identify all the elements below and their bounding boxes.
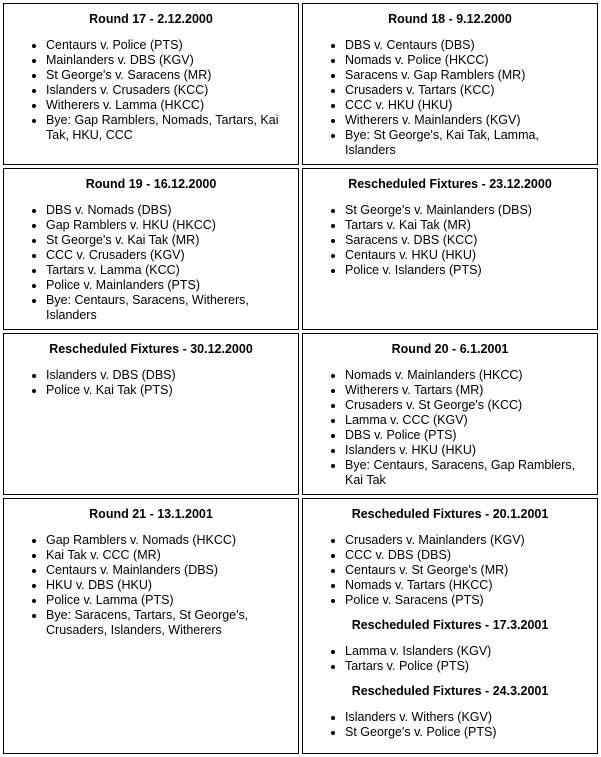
round-20-cell [302, 333, 598, 495]
fixture-item: • Islanders v. Crusaders (KCC) [46, 83, 294, 98]
fixture-item: • St George's v. Mainlanders (DBS) [345, 203, 593, 218]
fixture-item: • DBS v. Nomads (DBS) [46, 203, 294, 218]
fixture-item: • Police v. Saracens (PTS) [345, 593, 593, 608]
section-title: Round 21 - 13.1.2001 [89, 507, 213, 521]
section-title: Rescheduled Fixtures - 30.12.2000 [49, 342, 253, 356]
fixture-item: • Lamma v. CCC (KGV) [345, 413, 593, 428]
round-18-cell [302, 3, 598, 165]
section-title: Rescheduled Fixtures - 23.12.2000 [348, 177, 552, 191]
fixture-list [307, 710, 593, 740]
table-row [3, 498, 598, 754]
fixture-item: • DBS v. Police (PTS) [345, 428, 593, 443]
fixture-item: • Police v. Kai Tak (PTS) [46, 383, 294, 398]
fixture-item: • Mainlanders v. DBS (KGV) [46, 53, 294, 68]
fixture-item: • Gap Ramblers v. Nomads (HKCC) [46, 533, 294, 548]
fixture-list [307, 533, 593, 608]
fixture-item: • Centaurs v. Police (PTS) [46, 38, 294, 53]
fixture-item: • Police v. Islanders (PTS) [345, 263, 593, 278]
section-title: Round 20 - 6.1.2001 [391, 342, 509, 356]
fixture-item: • Islanders v. DBS (DBS) [46, 368, 294, 383]
fixture-item: • Witherers v. Lamma (HKCC) [46, 98, 294, 113]
fixture-item: • St George's v. Kai Tak (MR) [46, 233, 294, 248]
section-title: Round 17 - 2.12.2000 [89, 12, 213, 26]
fixture-item: • Saracens v. Gap Ramblers (MR) [345, 68, 593, 83]
rescheduled-multi-cell [302, 498, 598, 754]
section-title: Rescheduled Fixtures - 24.3.2001 [351, 684, 549, 698]
section-title: Rescheduled Fixtures - 20.1.2001 [351, 507, 549, 521]
fixture-item: • Centaurs v. Mainlanders (DBS) [46, 563, 294, 578]
fixture-item: • Kai Tak v. CCC (MR) [46, 548, 294, 563]
bye-item: • Bye: St George's, Kai Tak, Lamma, Islanders [345, 128, 593, 158]
fixture-item: • Tartars v. Lamma (KCC) [46, 263, 294, 278]
rescheduled-30-12-cell [3, 333, 299, 495]
fixture-item: • Nomads v. Mainlanders (HKCC) [345, 368, 593, 383]
bye-item: • Bye: Saracens, Tartars, St George's, Crusaders, Islanders, Witherers [46, 608, 294, 638]
fixture-list [307, 368, 593, 488]
fixture-item: • Saracens v. DBS (KCC) [345, 233, 593, 248]
fixture-item: • Crusaders v. Tartars (KCC) [345, 83, 593, 98]
fixture-list [8, 368, 294, 398]
bye-item: • Bye: Gap Ramblers, Nomads, Tartars, Kai Tak, HKU, CCC [46, 113, 294, 143]
fixture-item: • CCC v. Crusaders (KGV) [46, 248, 294, 263]
fixture-item: • Police v. Mainlanders (PTS) [46, 278, 294, 293]
fixture-item: • Centaurs v. HKU (HKU) [345, 248, 593, 263]
fixture-item: • St George's v. Police (PTS) [345, 725, 593, 740]
fixture-list [8, 203, 294, 323]
fixture-item: • HKU v. DBS (HKU) [46, 578, 294, 593]
round-19-cell [3, 168, 299, 330]
fixture-list [8, 38, 294, 143]
fixture-item: • DBS v. Centaurs (DBS) [345, 38, 593, 53]
fixture-item: • Witherers v. Tartars (MR) [345, 383, 593, 398]
section-title: Round 19 - 16.12.2000 [85, 177, 217, 191]
fixture-list [307, 203, 593, 278]
table-row [3, 168, 598, 330]
fixture-item: • Police v. Lamma (PTS) [46, 593, 294, 608]
fixture-item: • Crusaders v. St George's (KCC) [345, 398, 593, 413]
fixture-item: • CCC v. DBS (DBS) [345, 548, 593, 563]
fixture-item: • Tartars v. Police (PTS) [345, 659, 593, 674]
table-row [3, 333, 598, 495]
fixture-item: • Gap Ramblers v. HKU (HKCC) [46, 218, 294, 233]
fixture-item: • Centaurs v. St George's (MR) [345, 563, 593, 578]
section-title: Round 18 - 9.12.2000 [388, 12, 512, 26]
round-21-cell [3, 498, 299, 754]
fixture-item: • Lamma v. Islanders (KGV) [345, 644, 593, 659]
table-row [3, 3, 598, 165]
fixture-item: • Islanders v. HKU (HKU) [345, 443, 593, 458]
bye-item: • Bye: Centaurs, Saracens, Gap Ramblers, Kai Tak [345, 458, 593, 488]
fixture-item: • St George's v. Saracens (MR) [46, 68, 294, 83]
fixture-list [8, 533, 294, 638]
section-title: Rescheduled Fixtures - 17.3.2001 [351, 618, 549, 632]
fixture-list [307, 38, 593, 158]
fixture-item: • Witherers v. Mainlanders (KGV) [345, 113, 593, 128]
fixture-list [307, 644, 593, 674]
fixture-item: • CCC v. HKU (HKU) [345, 98, 593, 113]
fixture-item: • Islanders v. Withers (KGV) [345, 710, 593, 725]
fixture-item: • Crusaders v. Mainlanders (KGV) [345, 533, 593, 548]
rescheduled-23-12-cell [302, 168, 598, 330]
round-17-cell [3, 3, 299, 165]
fixture-item: • Nomads v. Tartars (HKCC) [345, 578, 593, 593]
fixture-item: • Nomads v. Police (HKCC) [345, 53, 593, 68]
bye-item: • Bye: Centaurs, Saracens, Witherers, Islanders [46, 293, 294, 323]
fixture-item: • Tartars v. Kai Tak (MR) [345, 218, 593, 233]
